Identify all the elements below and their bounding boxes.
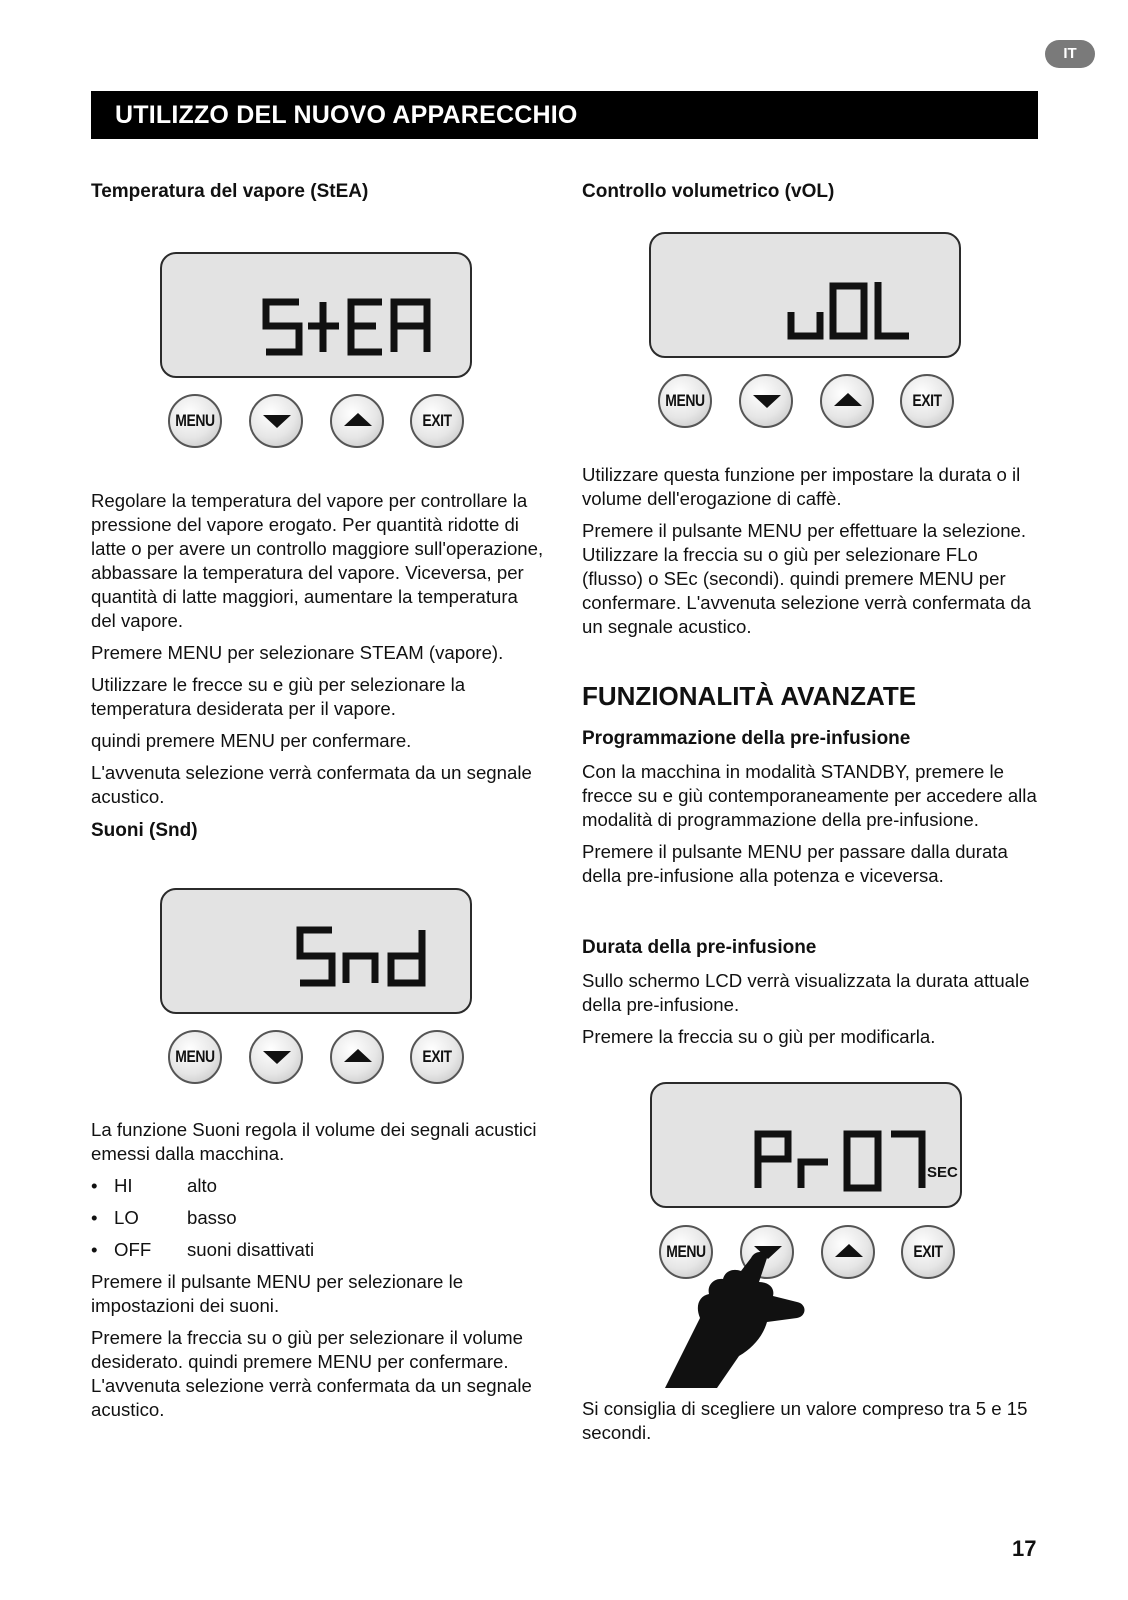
arrow-up-icon (344, 1049, 372, 1062)
exit-button[interactable]: EXIT (410, 1030, 464, 1084)
sound-heading: Suoni (Snd) (91, 820, 198, 841)
down-arrow-button[interactable] (249, 394, 303, 448)
arrow-down-icon (753, 395, 781, 408)
steam-lcd-display (160, 252, 472, 378)
paragraph: Con la macchina in modalità STANDBY, premere le frecce su e giù contemporaneamente per accedere alla modalità di programmazione della pre-infusione. (582, 761, 1037, 830)
volume-heading: Controllo volumetrico (vOL) (582, 181, 835, 202)
sound-control-buttons (168, 1030, 468, 1086)
menu-button[interactable]: MENU (658, 374, 712, 428)
volume-body (582, 463, 1037, 647)
sound-lcd-display (160, 888, 472, 1014)
duration-body (582, 969, 1037, 1057)
paragraph: Premere MENU per selezionare STEAM (vapore). (91, 642, 504, 663)
arrow-down-icon (263, 1051, 291, 1064)
list-item: • OFF suoni disattivati (91, 1239, 315, 1260)
paragraph: quindi premere MENU per confermare. (91, 730, 412, 751)
section-header-title: UTILIZZO DEL NUOVO APPARECCHIO (115, 101, 578, 129)
exit-button[interactable]: EXIT (900, 374, 954, 428)
down-arrow-button[interactable] (739, 374, 793, 428)
paragraph: Utilizzare le frecce su e giù per selezionare la temperatura desiderata per il vapore. (91, 674, 466, 719)
up-arrow-button[interactable] (821, 1225, 875, 1279)
menu-button[interactable]: MENU (659, 1225, 713, 1279)
recommendation-note (582, 1397, 1037, 1453)
paragraph: Si consiglia di scegliere un valore compreso tra 5 e 15 secondi. (582, 1398, 1028, 1443)
paragraph: Premere il pulsante MENU per selezionare le impostazioni dei suoni. (91, 1271, 464, 1316)
duration-heading: Durata della pre-infusione (582, 937, 817, 958)
up-arrow-button[interactable] (330, 1030, 384, 1084)
sound-lcd-digits (162, 890, 470, 1012)
arrow-down-icon (263, 415, 291, 428)
exit-button[interactable]: EXIT (901, 1225, 955, 1279)
page-number: 17 (1012, 1536, 1037, 1561)
preinfusion-lcd-display (650, 1082, 962, 1208)
arrow-up-icon (834, 393, 862, 406)
exit-button[interactable]: EXIT (410, 394, 464, 448)
paragraph: Premere la freccia su o giù per selezionare il volume desiderato. quindi premere MENU per confermare. L'avvenuta selezione verrà confermata da un segnale acustico. (91, 1327, 532, 1420)
paragraph: Sullo schermo LCD verrà visualizzata la durata attuale della pre-infusione. (582, 970, 1030, 1015)
steam-heading: Temperatura del vapore (StEA) (91, 181, 369, 202)
paragraph: Premere il pulsante MENU per effettuare la selezione. Utilizzare la freccia su o giù per selezionare FLo (flusso) o SEc (secondi). quindi premere MENU per confermare. L'avvenuta selezione verrà confermata da un segnale acustico. (582, 520, 1032, 637)
paragraph: Utilizzare questa funzione per impostare la durata o il volume dell'erogazione di caffè. (582, 464, 1021, 509)
steam-control-buttons (168, 394, 468, 450)
sound-body (91, 1118, 546, 1430)
arrow-up-icon (344, 413, 372, 426)
paragraph: La funzione Suoni regola il volume dei segnali acustici emessi dalla macchina. (91, 1119, 537, 1164)
advanced-features-title: FUNZIONALITÀ AVANZATE (582, 681, 917, 711)
steam-lcd-digits (162, 254, 470, 376)
volume-control-buttons (658, 374, 958, 430)
volume-lcd-digits (651, 234, 959, 356)
volume-lcd-display (649, 232, 961, 358)
section-header (91, 91, 1038, 139)
paragraph: Premere il pulsante MENU per passare dalla durata della pre-infusione alla potenza e viceversa. (582, 841, 1008, 886)
up-arrow-button[interactable] (820, 374, 874, 428)
pointing-hand-icon (655, 1240, 815, 1390)
paragraph: L'avvenuta selezione verrà confermata da un segnale acustico. (91, 762, 532, 807)
paragraph: Premere la freccia su o giù per modificarla. (582, 1026, 936, 1047)
menu-button[interactable]: MENU (168, 394, 222, 448)
preinfusion-body (582, 760, 1037, 896)
up-arrow-button[interactable] (330, 394, 384, 448)
preinfusion-lcd-digits (652, 1084, 960, 1206)
list-item: • LO basso (91, 1207, 237, 1228)
arrow-up-icon (835, 1244, 863, 1257)
language-badge: IT (1045, 40, 1095, 68)
list-item: • HI alto (91, 1175, 217, 1196)
steam-body (91, 489, 546, 817)
preinfusion-heading: Programmazione della pre-infusione (582, 728, 911, 749)
down-arrow-button[interactable] (249, 1030, 303, 1084)
menu-button[interactable]: MENU (168, 1030, 222, 1084)
seconds-unit-label: SEC (927, 1164, 958, 1181)
paragraph: Regolare la temperatura del vapore per controllare la pressione del vapore erogato. Per quantità ridotte di latte o per avere un controllo maggiore sull'operazione, abbassare la temperatura del vapore. Viceversa, per quantità di latte maggiori, aumentare la temperatura del vapore. (91, 490, 544, 631)
